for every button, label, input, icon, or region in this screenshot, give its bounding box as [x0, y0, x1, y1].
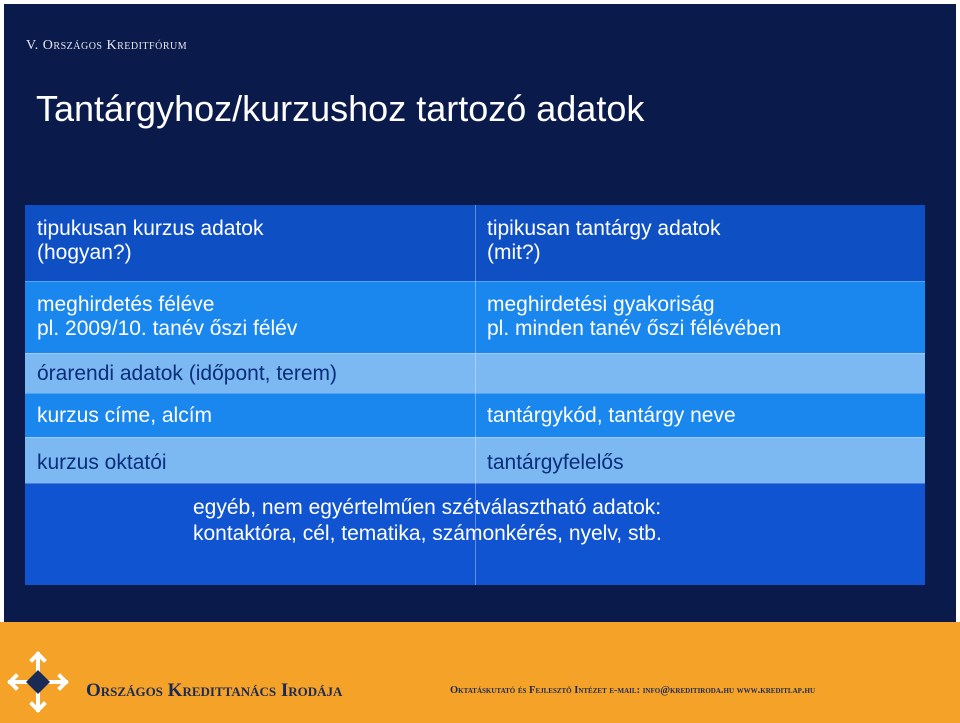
slide	[4, 4, 956, 622]
table-cell: tantárgykód, tantárgy neve	[487, 404, 736, 427]
table-cell-subject-heading: tipikusan tantárgy adatok (mit?)	[487, 217, 721, 264]
contact-info: Oktatáskutató és Fejlesztő Intézet e-mail: info@kreditiroda.hu www.kreditlap.hu	[450, 685, 816, 696]
table-cell: meghirdetés féléve pl. 2009/10. tanév őszi félév	[37, 293, 298, 340]
other-data-text: egyéb, nem egyértelműen szétválasztható adatok: kontaktóra, cél, tematika, számonkérés, nyelv, stb.	[193, 496, 662, 545]
footer	[0, 622, 960, 723]
organization-name: Országos Kredittanács Irodája	[86, 680, 343, 701]
page-title: Tantárgyhoz/kurzushoz tartozó adatok	[36, 88, 645, 129]
table-cell-course-heading: tipukusan kurzus adatok (hogyan?)	[37, 217, 264, 264]
table-cell: tantárgyfelelős	[487, 451, 624, 474]
table-cell: meghirdetési gyakoriság pl. minden tanév őszi félévében	[487, 293, 782, 340]
compass-arrows-icon	[6, 650, 70, 714]
table-cell: órarendi adatok (időpont, terem)	[37, 362, 337, 385]
table-cell: kurzus címe, alcím	[37, 404, 213, 427]
forum-brand: V. Országos Kreditfórum	[26, 38, 188, 53]
comparison-table	[25, 205, 925, 585]
table-cell: kurzus oktatói	[37, 451, 167, 474]
